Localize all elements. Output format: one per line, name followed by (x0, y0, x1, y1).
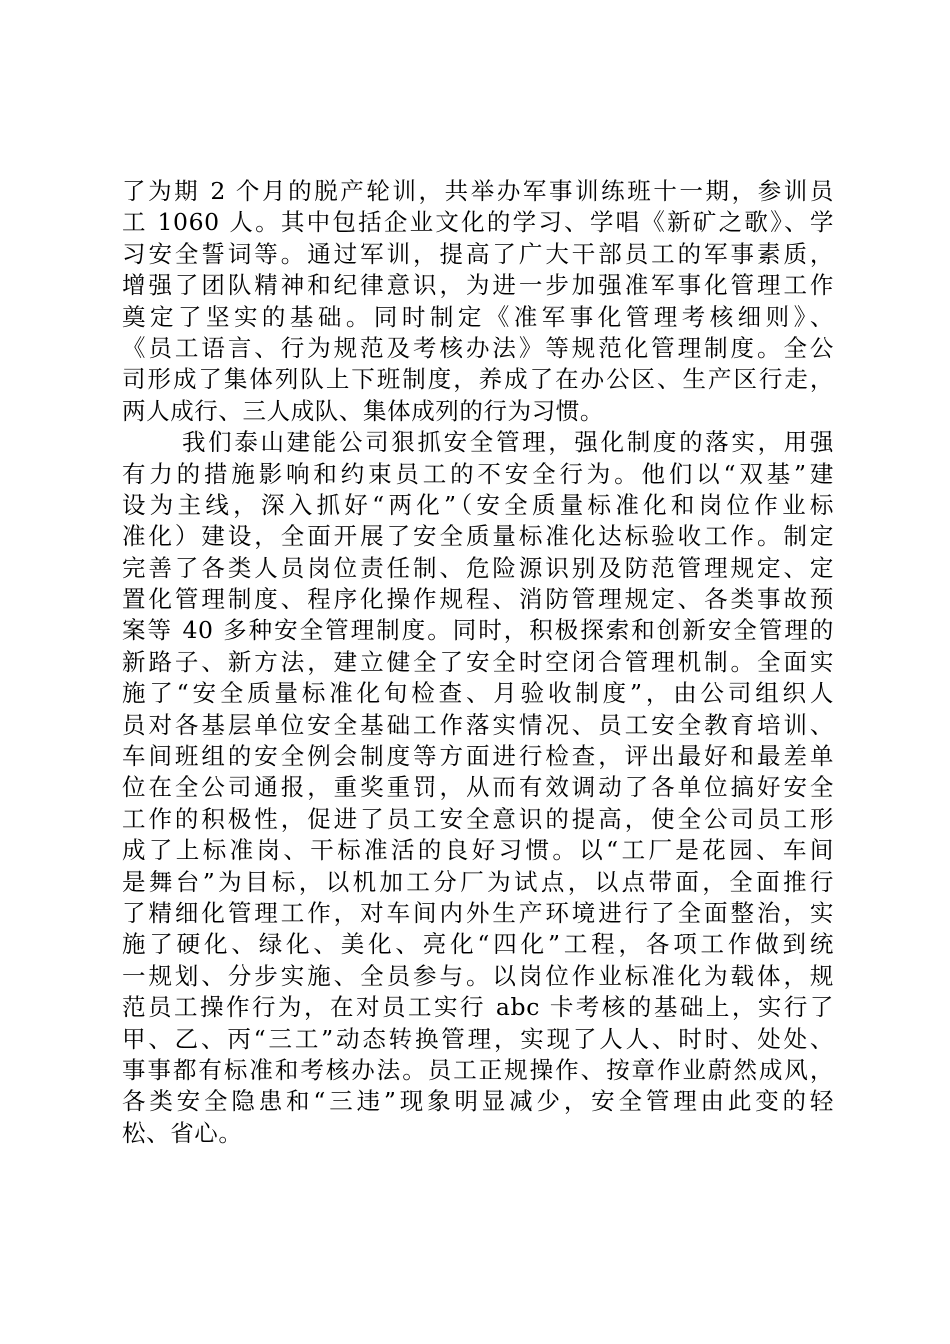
text-line: 完善了各类人员岗位责任制、危险源识别及防范管理规定、定 (122, 553, 834, 582)
text-line: 车间班组的安全例会制度等方面进行检查，评出最好和最差单 (122, 742, 834, 771)
text-line: 有力的措施影响和约束员工的不安全行为。他们以“双基”建 (122, 459, 834, 488)
text-line: 增强了团队精神和纪律意识，为进一步加强准军事化管理工作 (122, 271, 834, 300)
body-text (122, 176, 834, 1149)
text-line: 甲、乙、丙“三工”动态转换管理，实现了人人、时时、处处、 (122, 1024, 834, 1053)
text-line: 习安全誓词等。通过军训，提高了广大干部员工的军事素质， (122, 239, 834, 268)
text-line: 位在全公司通报，重奖重罚，从而有效调动了各单位搞好安全 (122, 773, 834, 802)
text-line: 案等 40 多种安全管理制度。同时，积极探索和创新安全管理的 (122, 616, 834, 645)
text-line: 新路子、新方法，建立健全了安全时空闭合管理机制。全面实 (122, 647, 834, 676)
text-line: 准化）建设，全面开展了安全质量标准化达标验收工作。制定 (122, 522, 834, 551)
text-line: 施了“安全质量标准化旬检查、月验收制度”，由公司组织人 (122, 679, 834, 708)
text-line: 司形成了集体列队上下班制度，养成了在办公区、生产区行走， (122, 365, 834, 394)
paragraph-end-line: 松、省心。 (122, 1118, 243, 1147)
paragraph-first-line: 我们泰山建能公司狠抓安全管理，强化制度的落实，用强 (182, 428, 834, 457)
text-line: 是舞台”为目标，以机加工分厂为试点，以点带面，全面推行 (122, 867, 834, 896)
text-line: 《员工语言、行为规范及考核办法》等规范化管理制度。全公 (122, 333, 834, 362)
paragraph-end-line: 两人成行、三人成队、集体成列的行为习惯。 (122, 396, 604, 425)
text-line: 施了硬化、绿化、美化、亮化“四化”工程，各项工作做到统 (122, 930, 834, 959)
text-line: 奠定了坚实的基础。同时制定《准军事化管理考核细则》、 (122, 302, 834, 331)
text-line: 范员工操作行为，在对员工实行 abc 卡考核的基础上，实行了 (122, 993, 834, 1022)
text-line: 成了上标准岗、干标准活的良好习惯。以“工厂是花园、车间 (122, 836, 834, 865)
text-line: 事事都有标准和考核办法。员工正规操作、按章作业蔚然成风， (122, 1055, 834, 1084)
text-line: 工作的积极性，促进了员工安全意识的提高，使全公司员工形 (122, 804, 834, 833)
text-line: 各类安全隐患和“三违”现象明显减少，安全管理由此变的轻 (122, 1087, 834, 1116)
text-line: 员对各基层单位安全基础工作落实情况、员工安全教育培训、 (122, 710, 834, 739)
text-line: 设为主线，深入抓好“两化”（安全质量标准化和岗位作业标 (122, 490, 834, 519)
text-line: 工 1060 人。其中包括企业文化的学习、学唱《新矿之歌》、学 (122, 208, 834, 237)
text-line: 了精细化管理工作，对车间内外生产环境进行了全面整治，实 (122, 898, 834, 927)
text-line: 一规划、分步实施、全员参与。以岗位作业标准化为载体，规 (122, 961, 834, 990)
text-line: 置化管理制度、程序化操作规程、消防管理规定、各类事故预 (122, 585, 834, 614)
text-line: 了为期 2 个月的脱产轮训，共举办军事训练班十一期，参训员 (122, 177, 834, 205)
